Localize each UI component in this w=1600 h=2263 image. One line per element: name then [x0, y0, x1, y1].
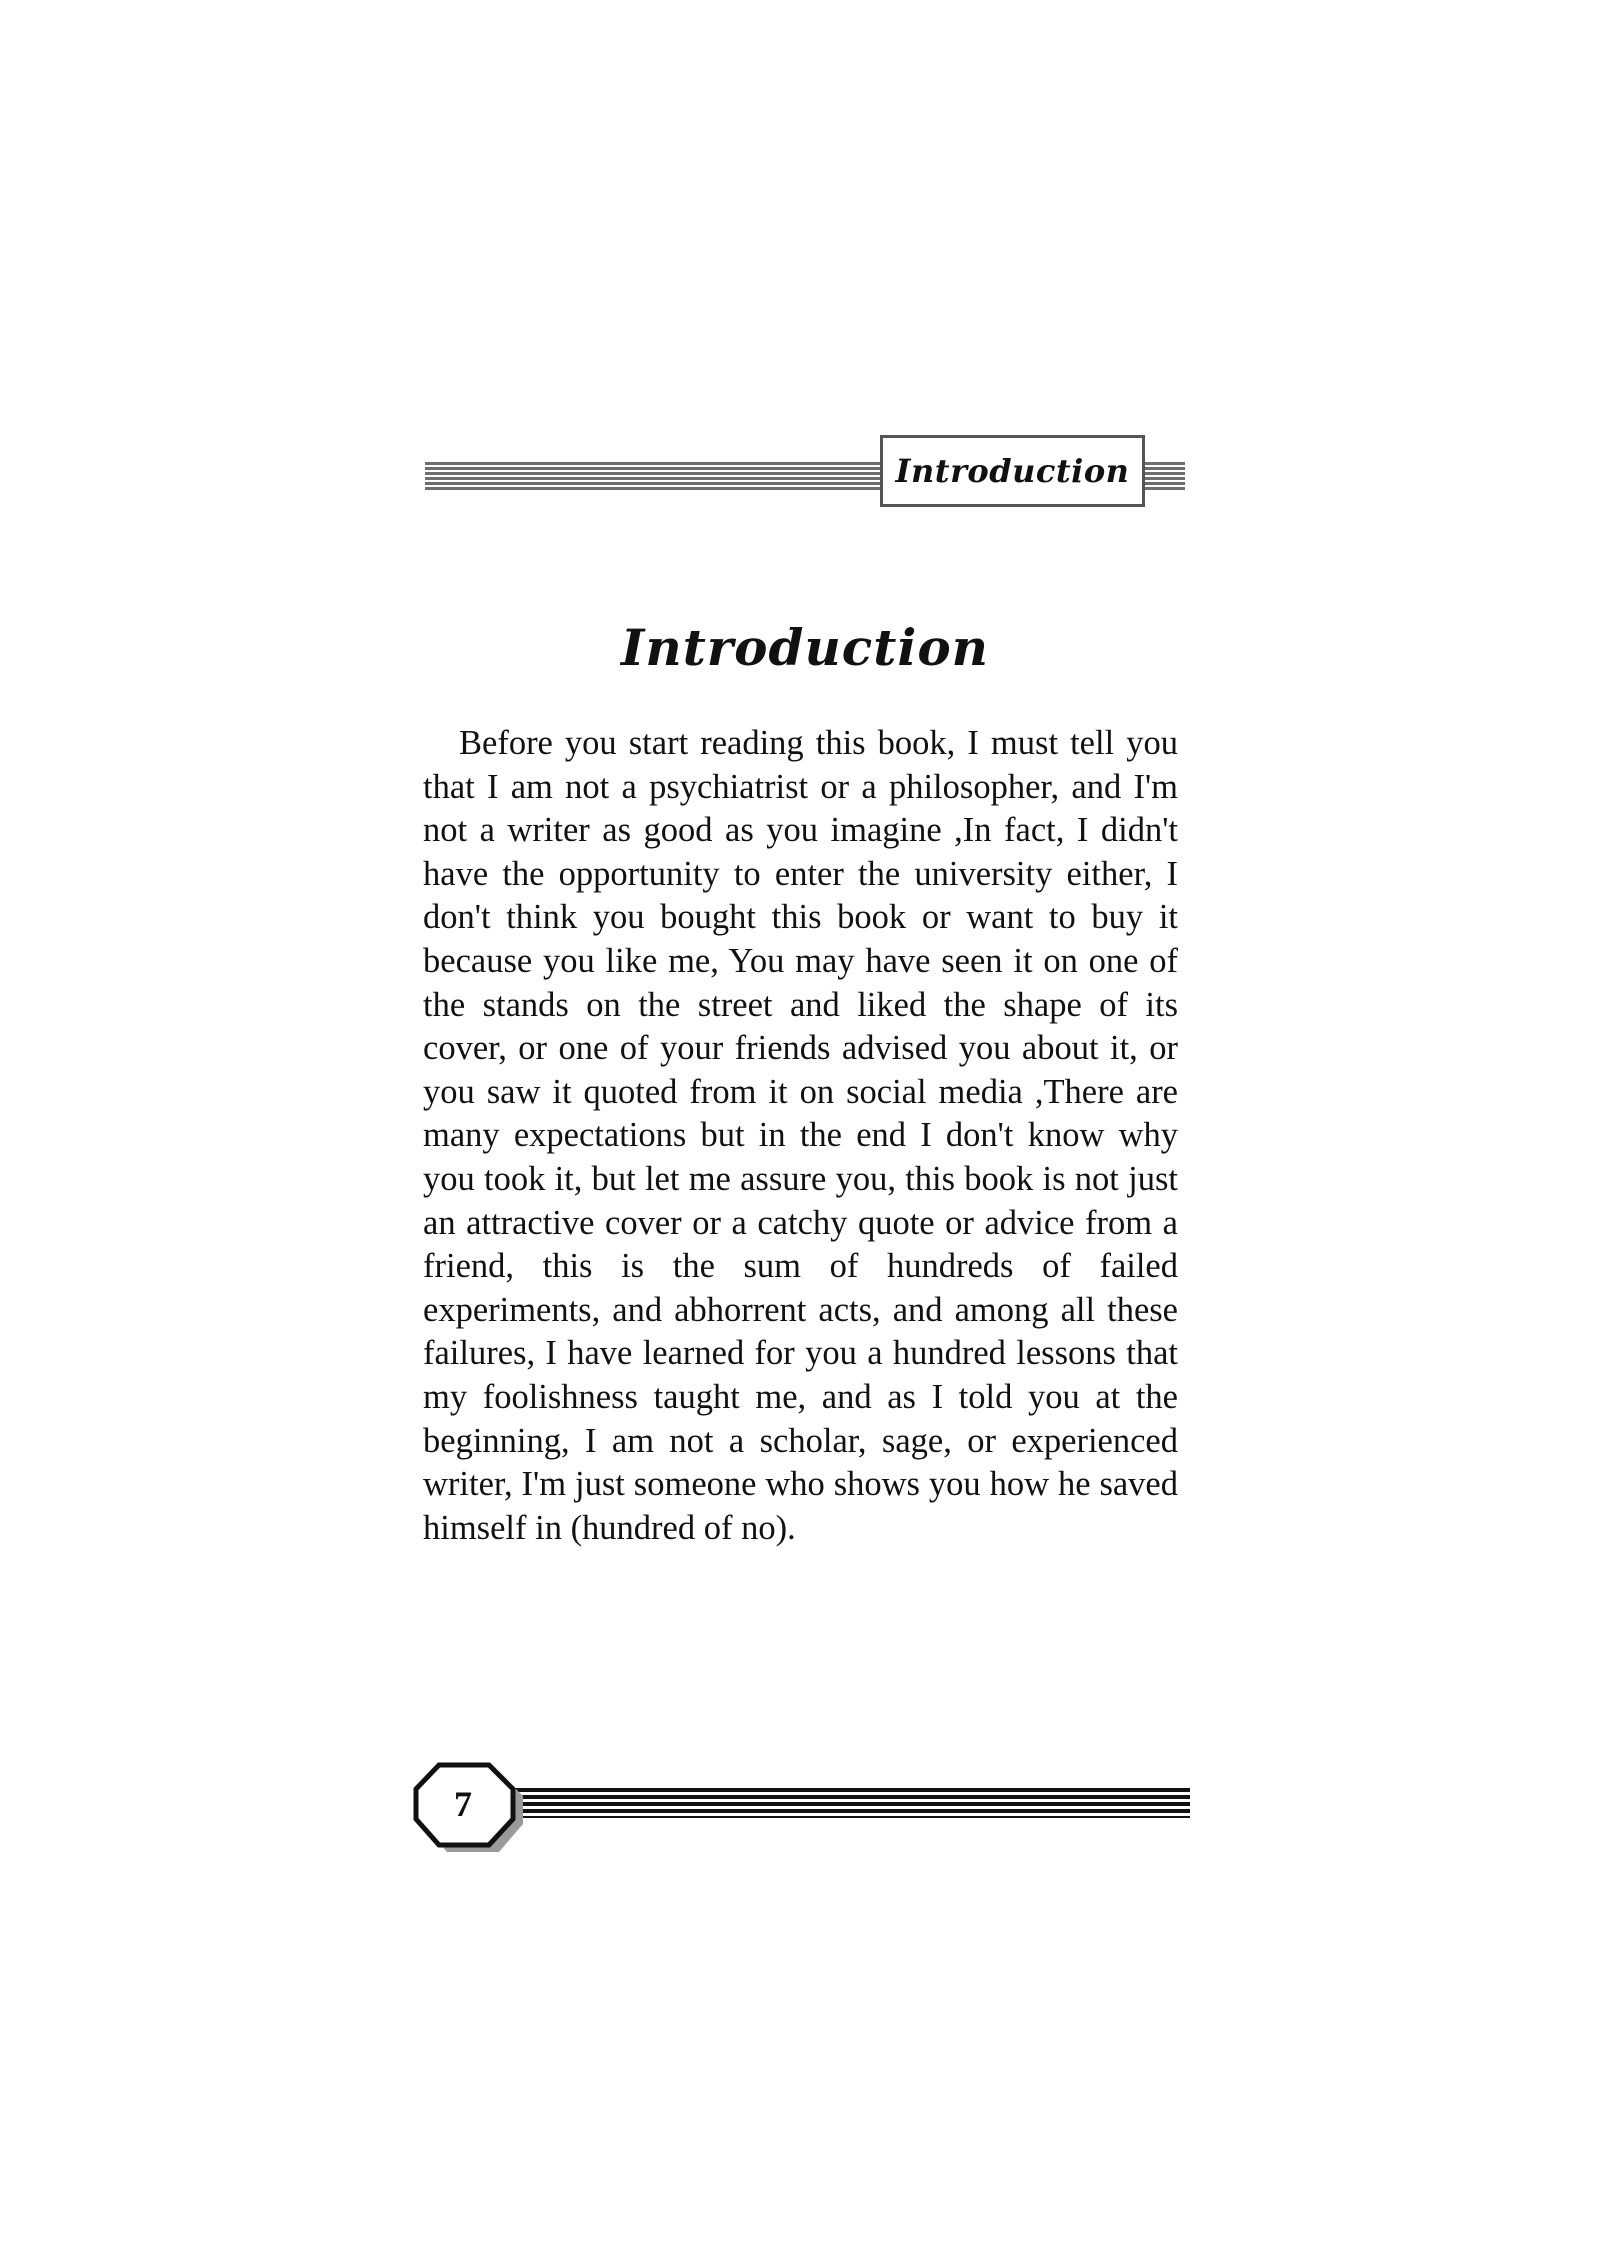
running-header-title: Introduction — [895, 452, 1130, 490]
running-header-box — [880, 435, 1145, 507]
chapter-title: Introduction — [620, 618, 990, 677]
chapter-body-paragraph: Before you start reading this book, I must tell you that I am not a psychiatrist or a philosopher, and I'm not a writer as good as you imagine ,In fact, I didn't have the opportunity to enter the university either, I don't think you bought this book or want to buy it because you like me, You may have seen it on one of the stands on the street and liked the shape of its cover, or one of your friends advised you about it, or you saw it quoted from it on social media ,There are many expectations but in the end I don't know why you took it, but let me assure you, this book is not just an attractive cover or a catchy quote or advice from a friend, this is the sum of hundreds of failed experiments, and abhorrent acts, and among all these failures, I have learned for you a hundred lessons that my foolishness taught me, and as I told you at the beginning, I am not a scholar, sage, or experienced writer, I'm just someone who shows you how he saved himself in (hundred of no). — [423, 724, 1178, 1547]
footer-decorative-rule — [515, 1788, 1190, 1818]
page-number: 7 — [454, 1784, 472, 1824]
page-number-badge — [413, 1762, 525, 1854]
